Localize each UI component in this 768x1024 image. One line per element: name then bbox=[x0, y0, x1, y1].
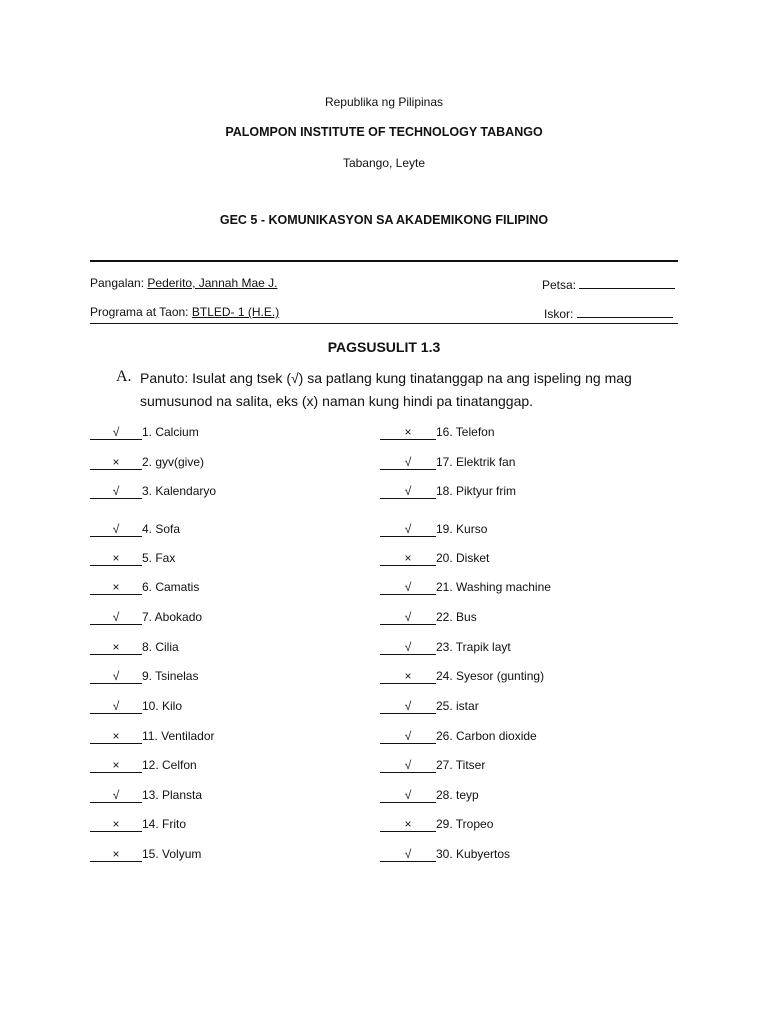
answer-blank[interactable] bbox=[380, 789, 436, 803]
answer-row bbox=[90, 729, 215, 744]
name-label: Pangalan: bbox=[90, 276, 145, 290]
check-mark: √ bbox=[404, 610, 412, 624]
date-row bbox=[542, 276, 675, 292]
answer-row bbox=[90, 610, 202, 625]
item-label: 14. Frito bbox=[142, 817, 187, 831]
answer-row bbox=[380, 847, 510, 862]
x-mark: × bbox=[112, 817, 120, 831]
item-label: 2. gyv(give) bbox=[142, 455, 205, 469]
answer-blank[interactable] bbox=[380, 581, 436, 595]
answer-row bbox=[380, 522, 487, 537]
answer-row bbox=[90, 425, 199, 440]
quiz-title: PAGSUSULIT 1.3 bbox=[327, 339, 441, 355]
item-label: 5. Fax bbox=[142, 551, 176, 565]
section-letter: A. bbox=[116, 368, 132, 385]
x-mark: × bbox=[404, 551, 412, 565]
answer-blank[interactable] bbox=[90, 789, 142, 803]
item-label: 21. Washing machine bbox=[436, 580, 551, 594]
answer-blank[interactable] bbox=[90, 426, 142, 440]
x-mark: × bbox=[112, 551, 120, 565]
header-divider bbox=[90, 260, 678, 262]
check-mark: √ bbox=[112, 484, 120, 498]
check-mark: √ bbox=[404, 847, 412, 861]
answer-row bbox=[380, 758, 485, 773]
program-row bbox=[90, 305, 279, 319]
item-label: 27. Titser bbox=[436, 758, 486, 772]
answer-blank[interactable] bbox=[380, 759, 436, 773]
item-label: 18. Piktyur frim bbox=[436, 484, 517, 498]
answer-blank[interactable] bbox=[90, 730, 142, 744]
check-mark: √ bbox=[404, 484, 412, 498]
answer-blank[interactable] bbox=[90, 759, 142, 773]
program-value: BTLED- 1 (H.E.) bbox=[191, 305, 280, 319]
answer-blank[interactable] bbox=[380, 456, 436, 470]
name-value: Pederito, Jannah Mae J. bbox=[147, 276, 278, 290]
item-label: 28. teyp bbox=[436, 788, 479, 802]
program-label: Programa at Taon: bbox=[90, 305, 189, 319]
item-label: 29. Tropeo bbox=[436, 817, 494, 831]
check-mark: √ bbox=[112, 699, 120, 713]
answer-blank[interactable] bbox=[90, 523, 142, 537]
item-label: 17. Elektrik fan bbox=[436, 455, 516, 469]
item-label: 24. Syesor (gunting) bbox=[436, 669, 545, 683]
score-blank[interactable] bbox=[577, 305, 673, 318]
answer-blank[interactable] bbox=[90, 552, 142, 566]
directions-line-1: Panuto: Isulat ang tsek (√) sa patlang kung tinatanggap na ang ispeling ng mag bbox=[140, 370, 632, 386]
check-mark: √ bbox=[404, 788, 412, 802]
answer-blank[interactable] bbox=[90, 485, 142, 499]
name-row bbox=[90, 276, 277, 290]
answer-blank[interactable] bbox=[90, 818, 142, 832]
answer-blank[interactable] bbox=[380, 611, 436, 625]
answer-blank[interactable] bbox=[90, 581, 142, 595]
item-label: 22. Bus bbox=[436, 610, 477, 624]
answer-row bbox=[90, 758, 197, 773]
item-label: 4. Sofa bbox=[142, 522, 181, 536]
answer-blank[interactable] bbox=[90, 456, 142, 470]
answer-row bbox=[90, 817, 186, 832]
x-mark: × bbox=[404, 669, 412, 683]
item-label: 26. Carbon dioxide bbox=[436, 729, 537, 743]
x-mark: × bbox=[112, 455, 120, 469]
item-label: 8. Cilia bbox=[142, 640, 179, 654]
check-mark: √ bbox=[112, 425, 120, 439]
answer-blank[interactable] bbox=[90, 848, 142, 862]
check-mark: √ bbox=[404, 758, 412, 772]
item-label: 19. Kurso bbox=[436, 522, 488, 536]
item-label: 23. Trapik layt bbox=[436, 640, 511, 654]
answer-row bbox=[90, 699, 182, 714]
answer-blank[interactable] bbox=[380, 523, 436, 537]
answer-row bbox=[380, 551, 489, 566]
check-mark: √ bbox=[404, 522, 412, 536]
answer-row bbox=[380, 455, 515, 470]
answer-row bbox=[380, 669, 544, 684]
date-label: Petsa: bbox=[542, 278, 577, 292]
item-label: 3. Kalendaryo bbox=[142, 484, 217, 498]
answer-blank[interactable] bbox=[380, 730, 436, 744]
answer-row bbox=[380, 425, 495, 440]
institute-location: Tabango, Leyte bbox=[342, 156, 426, 170]
info-divider bbox=[90, 323, 678, 324]
answer-row bbox=[380, 580, 551, 595]
answer-row bbox=[90, 580, 199, 595]
score-row bbox=[544, 305, 673, 321]
answer-row bbox=[380, 640, 511, 655]
date-blank[interactable] bbox=[579, 276, 675, 289]
x-mark: × bbox=[112, 580, 120, 594]
answer-blank[interactable] bbox=[380, 700, 436, 714]
item-label: 6. Camatis bbox=[142, 580, 200, 594]
answer-blank[interactable] bbox=[380, 485, 436, 499]
answer-blank[interactable] bbox=[380, 670, 436, 684]
answer-blank[interactable] bbox=[90, 700, 142, 714]
check-mark: √ bbox=[404, 729, 412, 743]
x-mark: × bbox=[112, 729, 120, 743]
answer-blank[interactable] bbox=[380, 641, 436, 655]
answer-blank[interactable] bbox=[90, 641, 142, 655]
x-mark: × bbox=[112, 847, 120, 861]
answer-blank[interactable] bbox=[380, 426, 436, 440]
item-label: 20. Disket bbox=[436, 551, 490, 565]
institute-name: PALOMPON INSTITUTE OF TECHNOLOGY TABANGO bbox=[225, 125, 543, 139]
check-mark: √ bbox=[112, 669, 120, 683]
check-mark: √ bbox=[112, 788, 120, 802]
x-mark: × bbox=[404, 817, 412, 831]
answer-row bbox=[380, 484, 516, 499]
answer-row bbox=[90, 551, 175, 566]
directions-line-2: sumusunod na salita, eks (x) naman kung hindi pa tinatanggap. bbox=[140, 393, 534, 409]
check-mark: √ bbox=[404, 640, 412, 654]
answer-row bbox=[90, 640, 179, 655]
x-mark: × bbox=[404, 425, 412, 439]
x-mark: × bbox=[112, 640, 120, 654]
item-label: 7. Abokado bbox=[142, 610, 203, 624]
check-mark: √ bbox=[404, 455, 412, 469]
item-label: 15. Volyum bbox=[142, 847, 202, 861]
check-mark: √ bbox=[404, 580, 412, 594]
check-mark: √ bbox=[404, 699, 412, 713]
answer-row bbox=[380, 817, 493, 832]
item-label: 1. Calcium bbox=[142, 425, 199, 439]
answer-blank[interactable] bbox=[90, 611, 142, 625]
check-mark: √ bbox=[112, 610, 120, 624]
answer-blank[interactable] bbox=[380, 818, 436, 832]
x-mark: × bbox=[112, 758, 120, 772]
item-label: 25. istar bbox=[436, 699, 479, 713]
answer-blank[interactable] bbox=[380, 552, 436, 566]
answer-row bbox=[90, 522, 180, 537]
answer-row bbox=[90, 484, 216, 499]
answer-blank[interactable] bbox=[380, 848, 436, 862]
answer-row bbox=[380, 699, 479, 714]
answer-row bbox=[90, 669, 198, 684]
check-mark: √ bbox=[112, 522, 120, 536]
item-label: 16. Telefon bbox=[436, 425, 495, 439]
answer-row bbox=[90, 455, 204, 470]
answer-row bbox=[380, 610, 477, 625]
answer-row bbox=[90, 847, 201, 862]
item-label: 10. Kilo bbox=[142, 699, 183, 713]
item-label: 9. Tsinelas bbox=[142, 669, 199, 683]
republic-line: Republika ng Pilipinas bbox=[324, 95, 444, 109]
course-title: GEC 5 - KOMUNIKASYON SA AKADEMIKONG FILIPINO bbox=[219, 213, 549, 227]
answer-blank[interactable] bbox=[90, 670, 142, 684]
score-label: Iskor: bbox=[544, 307, 574, 321]
item-label: 11. Ventilador bbox=[142, 729, 215, 743]
answer-row bbox=[380, 788, 479, 803]
item-label: 13. Plansta bbox=[142, 788, 203, 802]
answer-row bbox=[90, 788, 202, 803]
answer-row bbox=[380, 729, 537, 744]
item-label: 12. Celfon bbox=[142, 758, 197, 772]
item-label: 30. Kubyertos bbox=[436, 847, 511, 861]
